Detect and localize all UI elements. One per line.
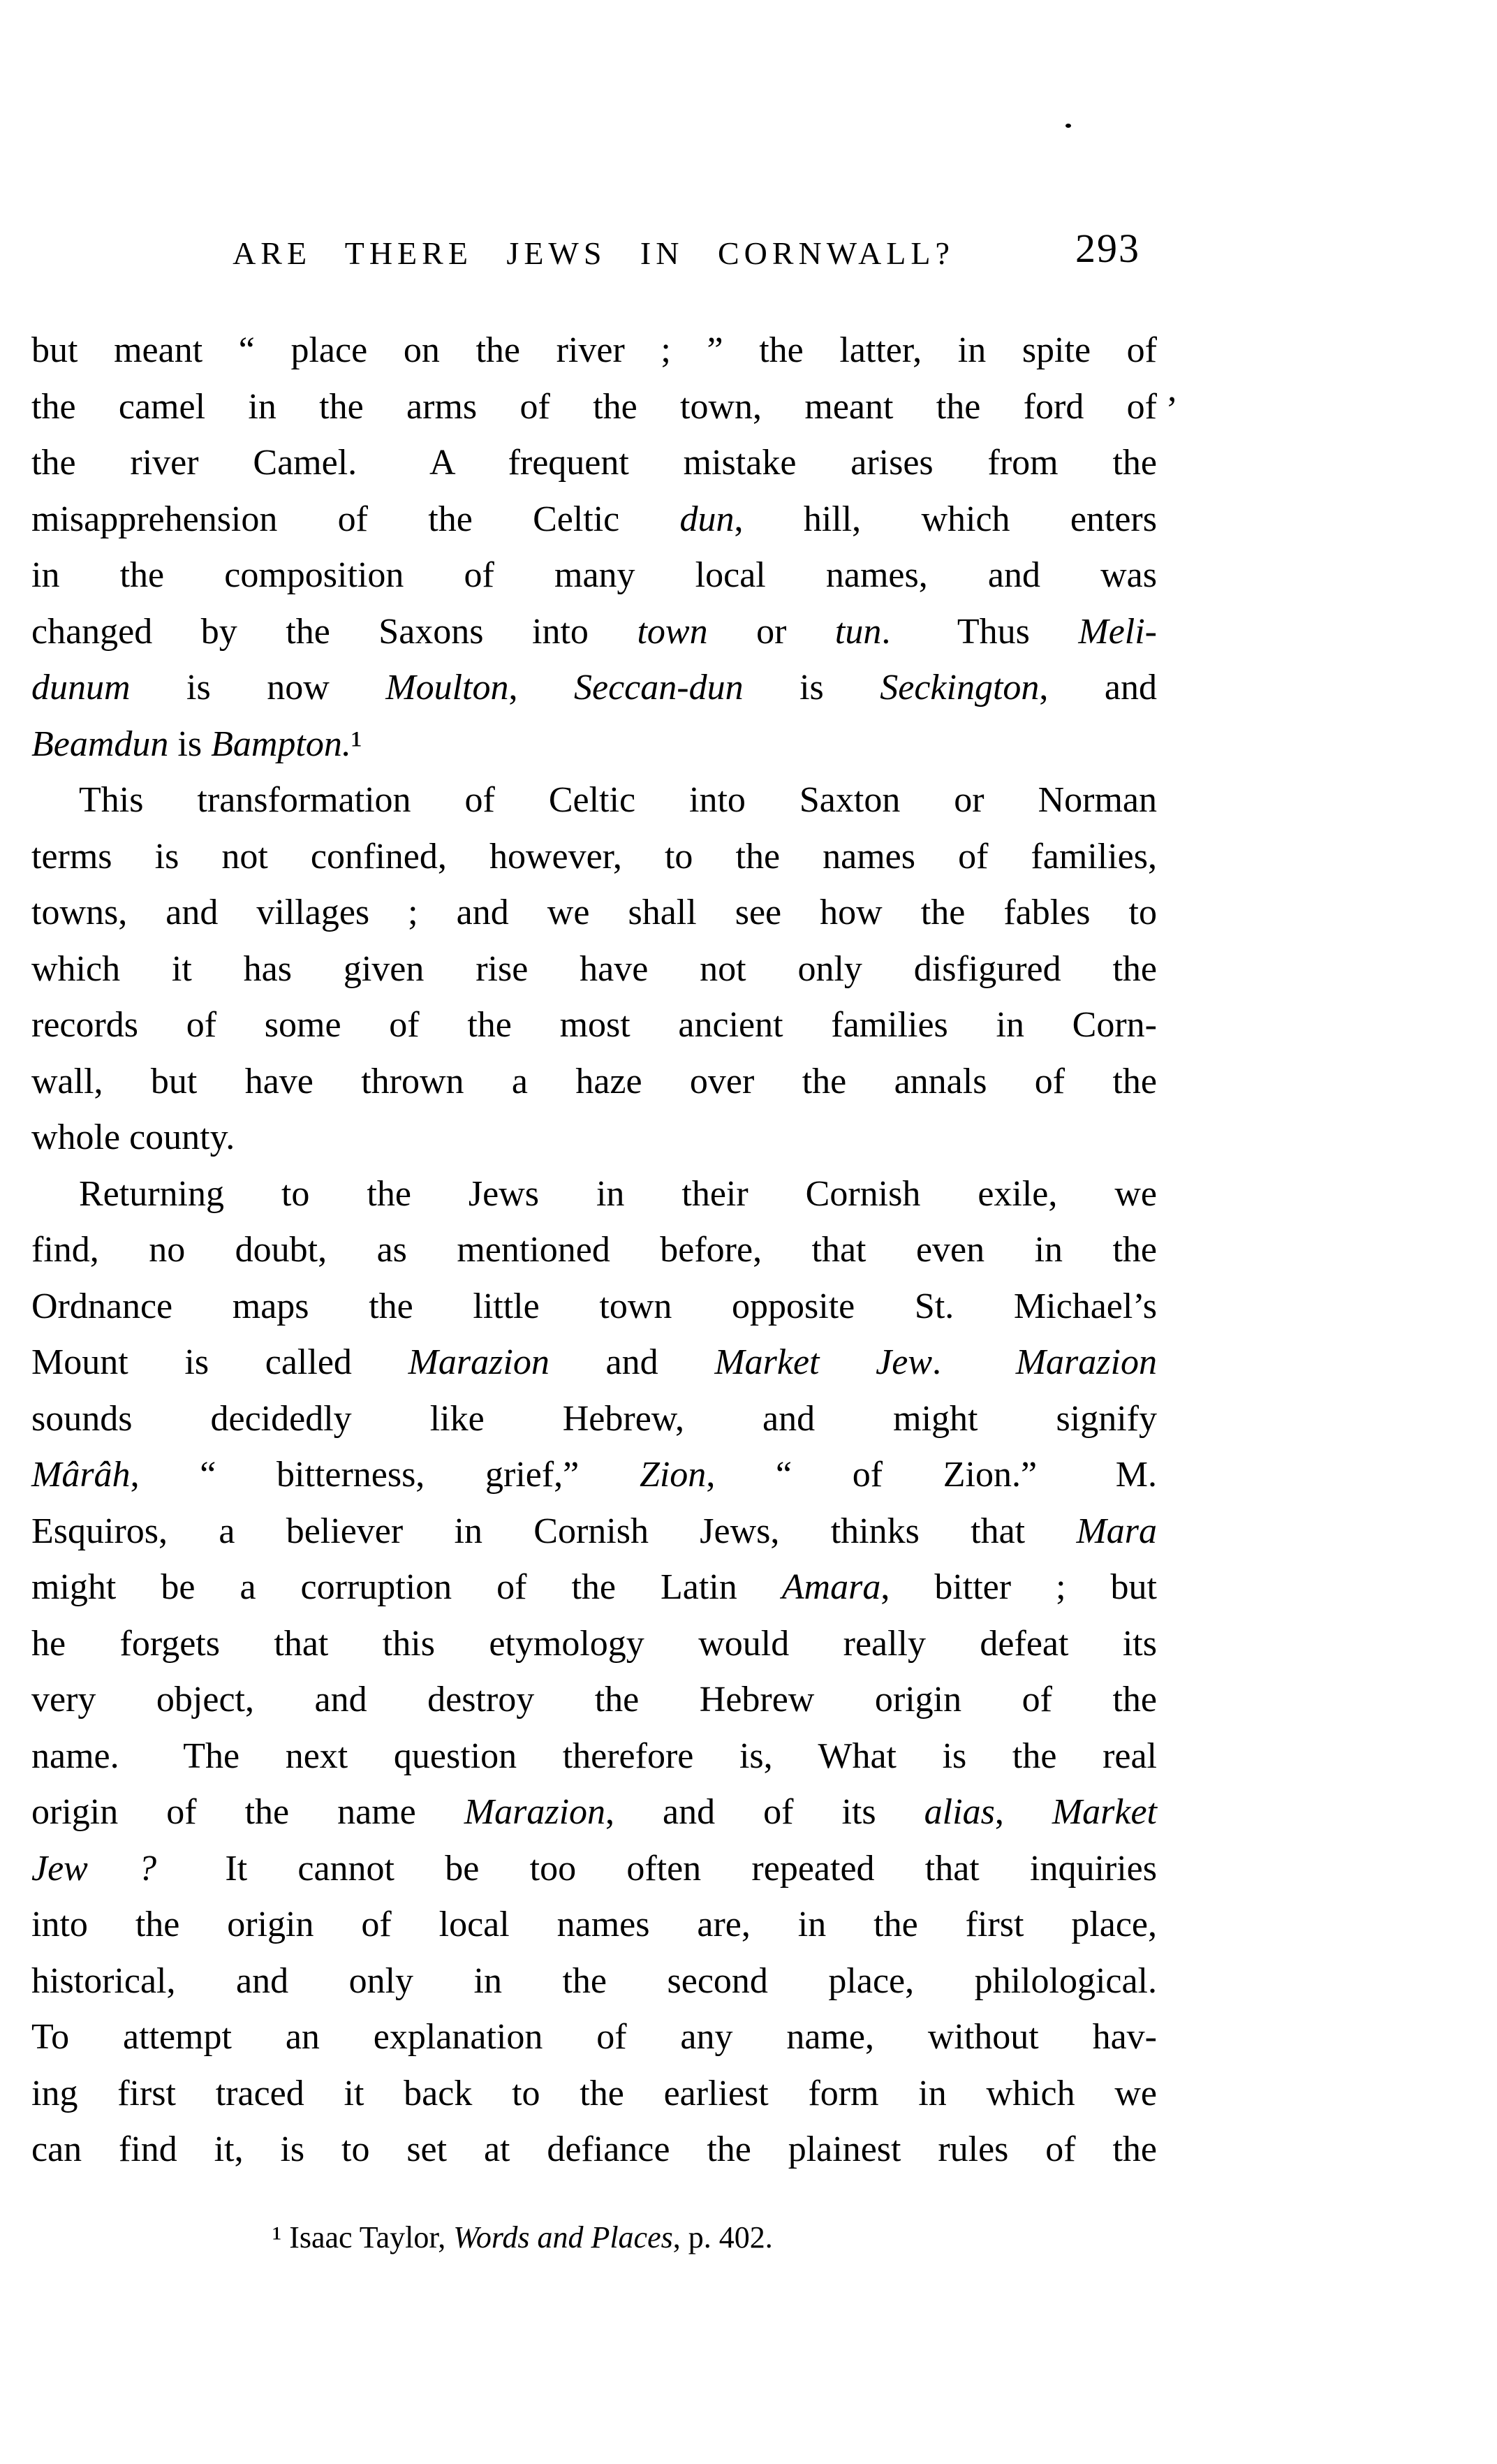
body-line: but meant “ place on the river ; ” the latter, in spite of: [31, 330, 1157, 370]
body-line: find, no doubt, as mentioned before, that even in the: [31, 1230, 1157, 1270]
body-line: might be a corruption of the Latin Amara, bitter ; but: [31, 1567, 1157, 1607]
body-line: name. The next question therefore is, What is the real: [31, 1736, 1157, 1776]
running-head-title: ARE THERE JEWS IN CORNWALL?: [233, 235, 954, 271]
body-line: towns, and villages ; and we shall see how the fables to: [31, 893, 1157, 932]
body-line: Mount is called Marazion and Market Jew. Marazion: [31, 1342, 1157, 1382]
stray-ink-mark: ’: [1165, 389, 1178, 430]
body-line: To attempt an explanation of any name, without hav-: [31, 2017, 1157, 2057]
body-line: Returning to the Jews in their Cornish exile, we: [79, 1173, 1157, 1214]
body-line: ing first traced it back to the earliest form in which we: [31, 2073, 1157, 2113]
body-line: the river Camel. A frequent mistake arises from the: [31, 443, 1157, 483]
body-line: This transformation of Celtic into Saxton or Norman: [79, 780, 1157, 820]
body-line: Beamdun is Bampton.¹: [31, 724, 362, 764]
body-line: dunum is now Moulton, Seccan-dun is Seckington, and: [31, 668, 1157, 707]
body-line: in the composition of many local names, and was: [31, 555, 1157, 595]
footnote: ¹ Isaac Taylor, Words and Places, p. 402.: [272, 2220, 773, 2254]
body-line: whole county.: [31, 1117, 235, 1157]
body-line: historical, and only in the second place, philological.: [31, 1960, 1157, 2001]
body-line: misapprehension of the Celtic dun, hill, which enters: [31, 499, 1157, 539]
body-line: wall, but have thrown a haze over the annals of the: [31, 1061, 1157, 1101]
body-line: he forgets that this etymology would really defeat its: [31, 1623, 1157, 1664]
body-lines: [31, 323, 1178, 2178]
body-line: changed by the Saxons into town or tun. Thus Meli-: [31, 611, 1157, 652]
body-line: can find it, is to set at defiance the plainest rules of the: [31, 2129, 1157, 2169]
body-line: records of some of the most ancient families in Corn-: [31, 1005, 1157, 1045]
ink-dot-artifact: [1065, 124, 1071, 128]
page-number: 293: [1075, 226, 1140, 271]
body-line: Mârâh, “ bitterness, grief,” Zion, “ of Zion.” M.: [31, 1455, 1157, 1495]
body-line: very object, and destroy the Hebrew origin of the: [31, 1680, 1157, 1719]
body-line: Jew ? It cannot be too often repeated that inquiries: [31, 1848, 1157, 1889]
body-line: into the origin of local names are, in the first place,: [31, 1905, 1157, 1944]
body-line: origin of the name Marazion, and of its alias, Market: [31, 1792, 1158, 1832]
body-line: Ordnance maps the little town opposite St. Michael’s: [31, 1286, 1157, 1326]
body-line: Esquiros, a believer in Cornish Jews, thinks that Mara: [31, 1511, 1157, 1551]
body-line: which it has given rise have not only disfigured the: [31, 948, 1157, 989]
body-line: sounds decidedly like Hebrew, and might signify: [31, 1398, 1157, 1439]
body-line: terms is not confined, however, to the names of families,: [31, 836, 1157, 877]
body-line: the camel in the arms of the town, meant the ford of ’: [31, 379, 1157, 436]
